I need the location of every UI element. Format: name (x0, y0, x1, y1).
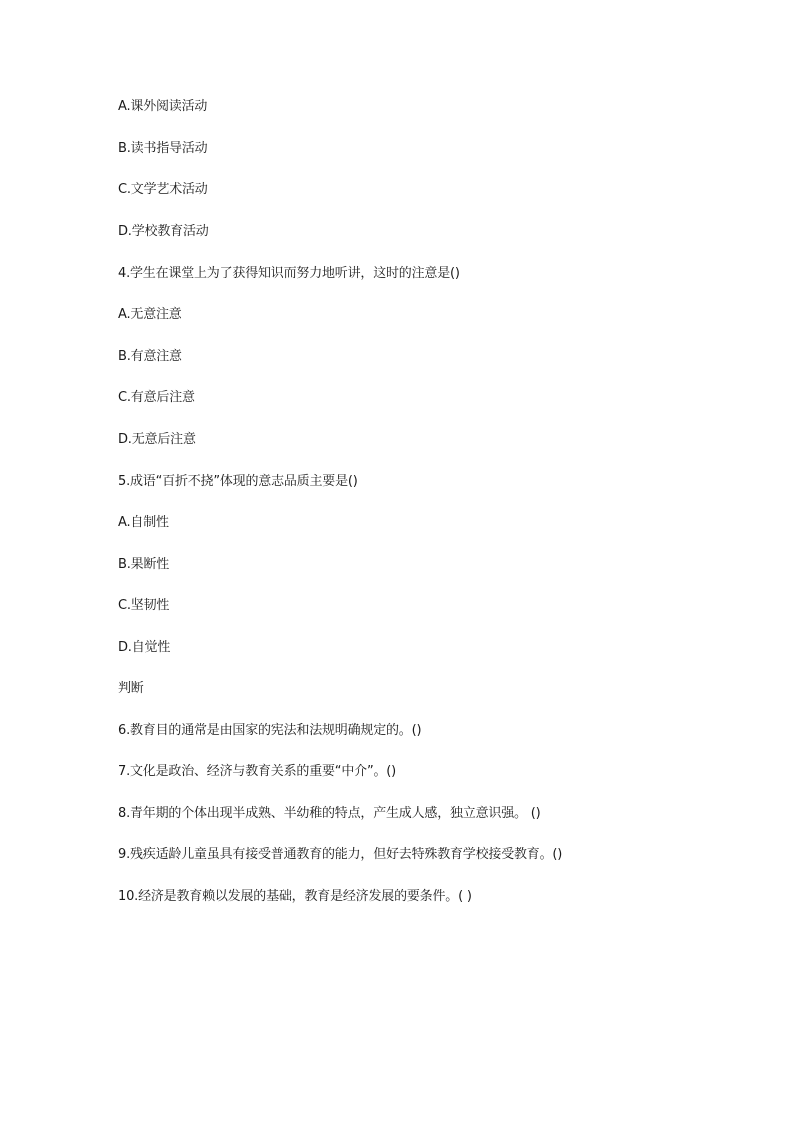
q3-option-b: B.读书指导活动 (118, 141, 208, 156)
q5-option-c: C.坚韧性 (118, 598, 170, 613)
q4-option-b: B.有意注意 (118, 349, 182, 364)
q3-option-c: C.文学艺术活动 (118, 182, 208, 197)
q3-option-d: D.学校教育活动 (118, 224, 209, 239)
q9-statement: 9.残疾适龄儿童虽具有接受普通教育的能力，但好去特殊教育学校接受教育。() (118, 847, 563, 862)
q5-option-d: D.自觉性 (118, 640, 171, 655)
section-heading-judge: 判断 (118, 681, 144, 696)
q8-statement: 8.青年期的个体出现半成熟、半幼稚的特点，产生成人感，独立意识强。 () (118, 806, 541, 821)
q4-option-a: A.无意注意 (118, 307, 182, 322)
q10-statement: 10.经济是教育赖以发展的基础，教育是经济发展的要条件。( ) (118, 889, 472, 904)
q5-option-a: A.自制性 (118, 515, 169, 530)
q4-stem: 4.学生在课堂上为了获得知识而努力地听讲，这时的注意是() (118, 266, 460, 281)
q5-option-b: B.果断性 (118, 557, 170, 572)
q5-stem: 5.成语“百折不挠”体现的意志品质主要是() (118, 474, 358, 489)
q4-option-d: D.无意后注意 (118, 432, 196, 447)
q3-option-a: A.课外阅读活动 (118, 99, 208, 114)
q7-statement: 7.文化是政治、经济与教育关系的重要“中介”。() (118, 764, 397, 779)
q6-statement: 6.教育目的通常是由国家的宪法和法规明确规定的。() (118, 723, 422, 738)
q4-option-c: C.有意后注意 (118, 390, 195, 405)
